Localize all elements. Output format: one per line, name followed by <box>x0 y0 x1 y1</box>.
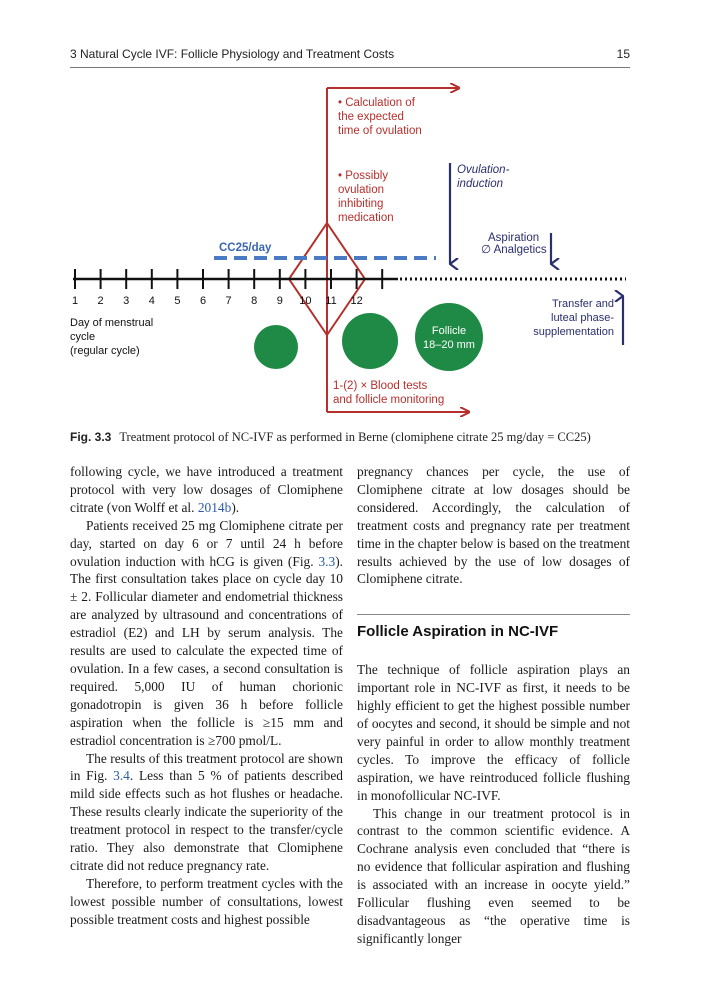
text-run: Patients received 25 mg Clomiphene citrate per day, started on day 6 or 7 until 24 h before ovulation induction with hCG is given (Fig. <box>70 517 343 569</box>
day-numbers <box>72 295 363 307</box>
text-run: ). The first consultation takes place on cycle day 10 ± 2. Follicular diameter and endometrial thickness are analyzed by ultrasound and concentrations of estradiol (E2) and LH by serum analysis. The results are used to calculate the expected time of ovulation. In a few cases, a second consultation is required. 5,000 IU of human chorionic gonadotropin is given 36 h before follicle aspiration when the follicle is ≥15 mm and estradiol concentration is ≥700 pmol/L. <box>70 553 343 748</box>
day-number: 11 <box>325 295 337 307</box>
medication-line-4: medication <box>338 212 394 224</box>
follicle-label-line-1: Follicle <box>431 325 467 337</box>
page-number: 15 <box>616 47 630 61</box>
section-heading: Follicle Aspiration in NC-IVF <box>357 623 559 641</box>
day-number: 8 <box>251 295 258 307</box>
text-run: . Less than 5 % of patients described mild side effects such as hot flushes or headache. These results clearly indicate the superiority of the treatment protocol in respect to the transfer/cycle ratio. They also demonstrate that Clomiphene citrate did not reduce pregnancy rate. <box>70 768 343 873</box>
paragraph <box>70 517 343 750</box>
section-rule <box>357 614 630 615</box>
day-number: 12 <box>350 295 363 307</box>
cc25-label: CC25/day <box>219 242 272 254</box>
day-number: 6 <box>199 295 207 307</box>
chapter-title: 3 Natural Cycle IVF: Follicle Physiology and Treatment Costs <box>70 47 395 61</box>
paragraph: pregnancy chances per cycle, the use of Clomiphene citrate at low dosages should be considered. Accordingly, the calculation of treatment costs and pregnancy rate per treatment time in the chapter below is based on the treatment results achieved by the use of low dosages of Clomiphene citrate. <box>357 464 630 587</box>
figure-ref-link[interactable]: 3.3 <box>318 553 336 569</box>
paragraph: This change in our treatment protocol is in contrast to the common scientific evidence. A Cochrane analysis even concluded that “there is no evidence that follicular aspiration and flushing is associated with an increase in oocyte yield.” Follicular flushing even seemed to be disadvantageous as “the operative time is significantly longer <box>357 805 630 946</box>
paragraph: The technique of follicle aspiration plays an important role in NC-IVF as first, it needs to be highly efficient to get the highest possible number of oocytes and second, it should be simple and not very painful in order to allow monthly treatment cycles. To improve the efficacy of follicle aspiration, we have reintroduced follicle flushing in monofollicular NC-IVF. <box>357 662 630 803</box>
transfer-line-1: Transfer and <box>552 298 614 310</box>
day-number: 7 <box>225 295 232 307</box>
day-number: 1 <box>71 295 79 307</box>
day-number: 4 <box>148 295 155 307</box>
figure-label: Fig. 3.3 <box>70 430 112 444</box>
calculation-note <box>338 97 422 137</box>
paragraph <box>70 750 343 875</box>
paragraph <box>70 463 343 517</box>
transfer-line-3: supplementation <box>533 326 614 338</box>
transfer-label <box>533 298 614 338</box>
blood-tests-label <box>333 380 444 406</box>
blood-tests-line-1: 1-(2) × Blood tests <box>333 380 428 392</box>
day-label-line-3: (regular cycle) <box>70 345 140 357</box>
day-of-cycle-label <box>70 317 153 357</box>
day-number: 3 <box>123 295 130 307</box>
right-column <box>357 463 630 948</box>
figure-caption <box>70 430 650 445</box>
citation-link[interactable]: 2014b <box>197 499 232 515</box>
transfer-line-2: luteal phase- <box>551 312 614 324</box>
blood-tests-line-2: and follicle monitoring <box>333 394 445 406</box>
paragraph: Therefore, to perform treatment cycles with the lowest possible number of consultations, lowest possible treatment costs and highest possible <box>70 875 343 927</box>
follicle-medium <box>342 313 398 369</box>
ovulation-induction-line-1: Ovulation- <box>457 164 510 176</box>
calculation-line-1: • Calculation of <box>338 97 415 109</box>
left-column <box>70 463 343 929</box>
caption-text: Treatment protocol of NC-IVF as performed in Berne (clomiphene citrate 25 mg/day = CC25) <box>119 430 591 444</box>
follicle-label-line-2: 18–20 mm <box>423 339 475 351</box>
day-number: 5 <box>174 295 181 307</box>
treatment-protocol-figure <box>0 0 701 425</box>
text-run: ). <box>231 499 240 515</box>
day-number: 10 <box>299 295 312 307</box>
day-number: 9 <box>276 295 283 307</box>
day-label-line-2: cycle <box>70 331 96 343</box>
calculation-line-3: time of ovulation <box>338 125 422 137</box>
text-run: The results of this treatment protocol are shown in Fig. <box>70 750 343 784</box>
follicle-small <box>254 325 298 369</box>
aspiration-label <box>481 232 547 256</box>
day-label-line-1: Day of menstrual <box>70 317 154 329</box>
follicle-large <box>415 303 483 371</box>
figure-ref-link[interactable]: 3.4 <box>113 768 130 784</box>
medication-line-1: • Possibly <box>338 170 389 182</box>
day-number: 2 <box>97 295 104 307</box>
aspiration-line-1: Aspiration <box>488 232 540 244</box>
ovulation-induction-line-2: induction <box>457 178 504 190</box>
ovulation-induction-label <box>457 164 510 190</box>
aspiration-line-2: ∅ Analgetics <box>481 244 547 256</box>
medication-note <box>338 170 394 224</box>
medication-line-3: inhibiting <box>338 198 384 210</box>
text-run: following cycle, we have introduced a treatment protocol with very low dosages of Clomiphene citrate (von Wolff et al. <box>70 464 343 515</box>
calculation-line-2: the expected <box>338 111 404 123</box>
medication-line-2: ovulation <box>338 184 385 196</box>
